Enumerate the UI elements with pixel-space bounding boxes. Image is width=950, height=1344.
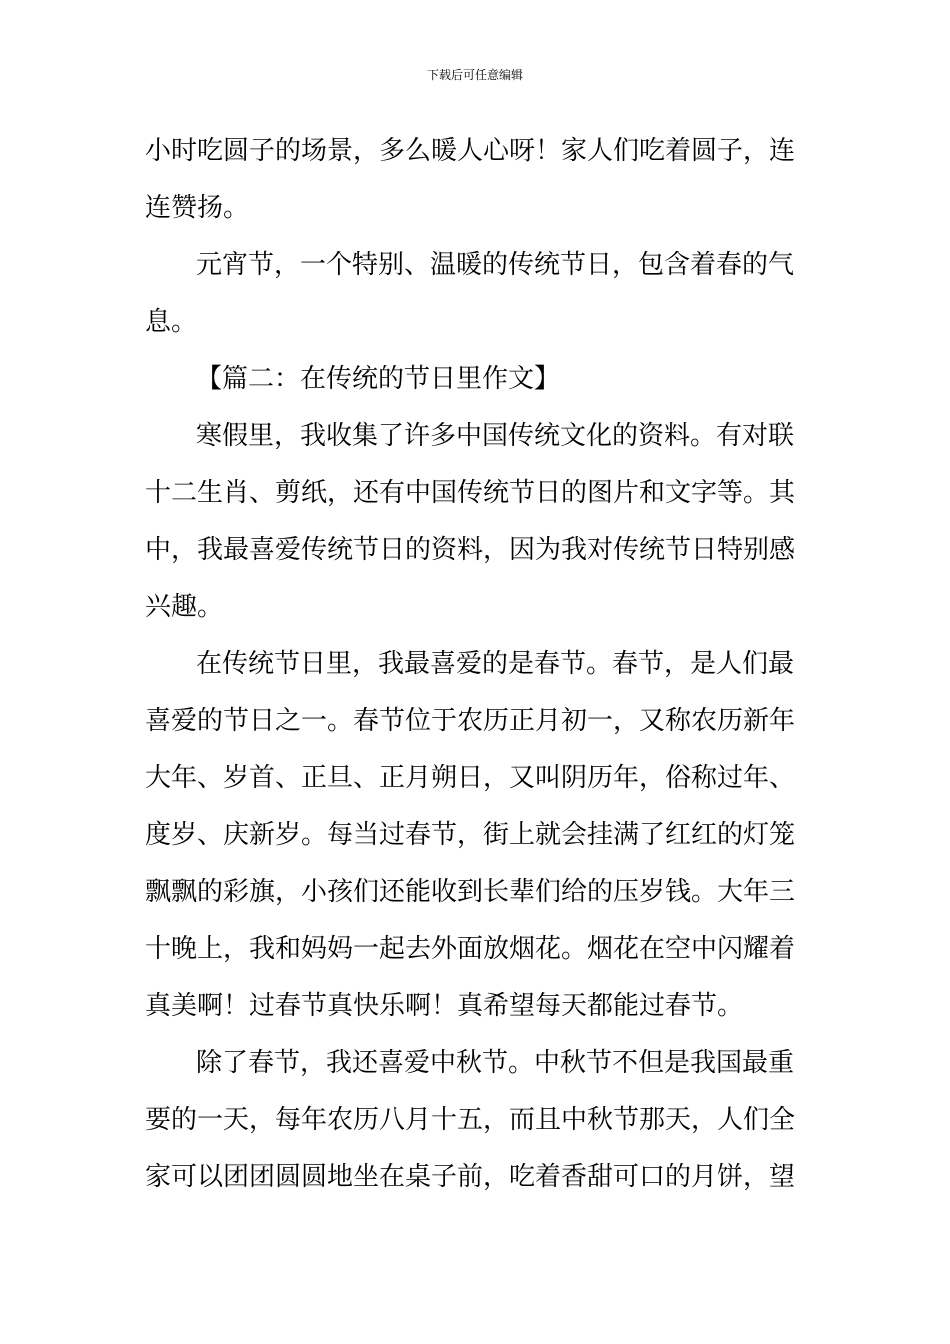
text-line-6: 寒假里，我收集了许多中国传统文化的资料。有对联 xyxy=(196,421,795,451)
text-line-13: 度岁、庆新岁。每当过春节，街上就会挂满了红红的灯笼 xyxy=(145,820,796,850)
text-line-1: 小时吃圆子的场景，多么暖人心呀！家人们吃着圆子，连 xyxy=(145,136,796,166)
page-header: 下载后可任意编辑 xyxy=(426,68,523,82)
text-line-16: 真美啊！过春节真快乐啊！真希望每天都能过春节。 xyxy=(145,991,744,1021)
text-line-10: 在传统节日里，我最喜爱的是春节。春节，是人们最 xyxy=(196,649,795,679)
text-line-7: 十二生肖、剪纸，还有中国传统节日的图片和文字等。其 xyxy=(145,478,796,508)
text-line-3: 元宵节，一个特别、温暖的传统节日，包含着春的气 xyxy=(196,250,795,280)
text-line-15: 十晚上，我和妈妈一起去外面放烟花。烟花在空中闪耀着 xyxy=(145,934,796,964)
text-line-17: 除了春节，我还喜爱中秋节。中秋节不但是我国最重 xyxy=(196,1048,795,1078)
text-line-4: 息。 xyxy=(145,307,198,337)
text-line-12: 大年、岁首、正旦、正月朔日，又叫阴历年，俗称过年、 xyxy=(145,763,796,793)
text-line-14: 飘飘的彩旗，小孩们还能收到长辈们给的压岁钱。大年三 xyxy=(145,877,796,907)
text-line-8: 中，我最喜爱传统节日的资料，因为我对传统节日特别感 xyxy=(145,535,796,565)
text-line-18: 要的一天，每年农历八月十五，而且中秋节那天，人们全 xyxy=(145,1105,796,1135)
text-line-2: 连赞扬。 xyxy=(145,193,250,223)
section-heading: 【篇二：在传统的节日里作文】 xyxy=(196,364,561,394)
text-line-9: 兴趣。 xyxy=(145,592,224,622)
text-line-11: 喜爱的节日之一。春节位于农历正月初一，又称农历新年 xyxy=(145,706,796,736)
text-line-19: 家可以团团圆圆地坐在桌子前，吃着香甜可口的月饼，望 xyxy=(145,1162,796,1192)
